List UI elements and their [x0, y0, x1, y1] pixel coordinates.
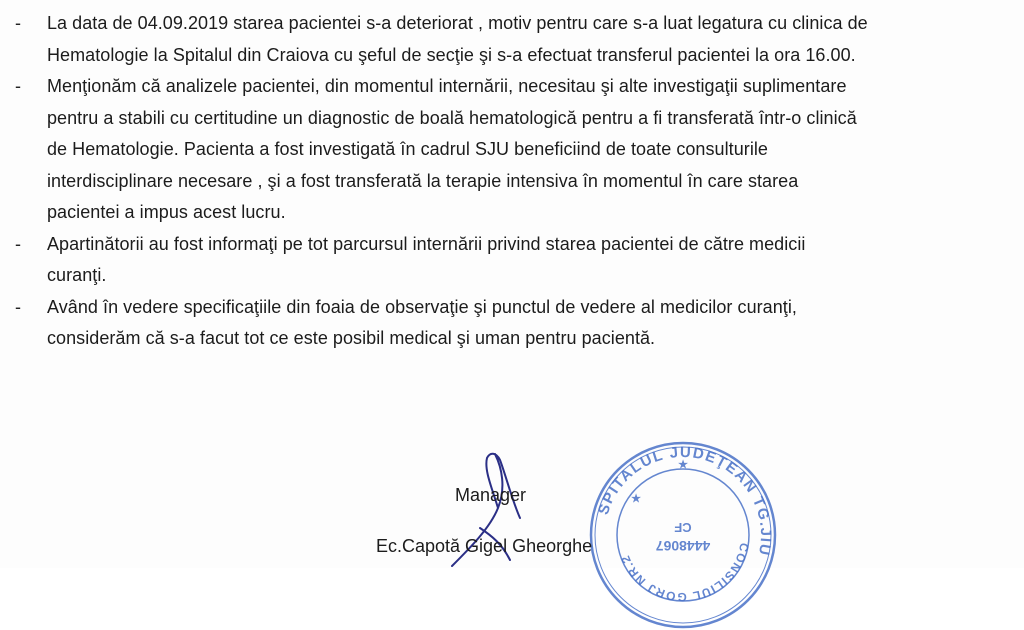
official-stamp: [588, 440, 778, 630]
stamp-outer-text: SPITALUL JUDEŢEAN TG.JIU: [594, 443, 775, 558]
text-line: La data de 04.09.2019 starea pacientei s-a deteriorat , motiv pentru care s-a luat legatura cu clinica de: [47, 13, 868, 33]
text-line: interdisciplinare necesare , şi a fost transferată la terapie intensiva în momentul în care starea: [47, 170, 799, 191]
stamp-inner-text: CONSILIUL GORJ NR.2: [617, 541, 752, 605]
stamp-star-icon: ★: [631, 493, 641, 505]
stamp-star-icon: ★: [678, 459, 688, 471]
bullet-dash: -: [15, 76, 21, 96]
bullet-list: [0, 8, 1024, 355]
text-line: pacientei a impus acest lucru.: [47, 202, 286, 222]
stamp-cf-label: CF: [674, 520, 692, 535]
signatory-name: Ec.Capotă Gigel Gheorghe: [376, 536, 593, 556]
signatory-role: Manager: [455, 485, 527, 505]
stamp-cf-number: 4448067: [655, 538, 711, 554]
text-line: Hematologie la Spitalul din Craiova cu şeful de secţie şi s-a efectuat transferul pacientei la ora 16.00.: [47, 44, 856, 65]
bullet-item: [0, 71, 1024, 229]
text-line: Având în vedere specificaţiile din foaia de observaţie şi punctul de vedere al medicilor curanţi,: [47, 296, 797, 317]
text-line: curanţi.: [47, 265, 107, 285]
bullet-item: [0, 229, 1024, 292]
bullet-item: [0, 8, 1024, 71]
text-line: de Hematologie. Pacienta a fost investigată în cadrul SJU beneficiind de toate consulturile: [47, 139, 768, 159]
text-line: Menţionăm că analizele pacientei, din momentul internării, necesitau şi alte investigaţii suplimentare: [47, 76, 847, 96]
text-line: pentru a stabili cu certitudine un diagnostic de boală hematologică pentru a fi transferată într-o clinică: [47, 107, 857, 128]
bullet-dash: -: [15, 296, 21, 317]
bullet-dash: -: [15, 13, 21, 33]
bullet-item: [0, 292, 1024, 355]
text-line: considerăm că s-a facut tot ce este posibil medical şi uman pentru pacientă.: [47, 328, 656, 348]
text-line: Apartinătorii au fost informaţi pe tot parcursul internării privind starea pacientei de către medicii: [47, 233, 806, 254]
bullet-dash: -: [15, 233, 21, 254]
